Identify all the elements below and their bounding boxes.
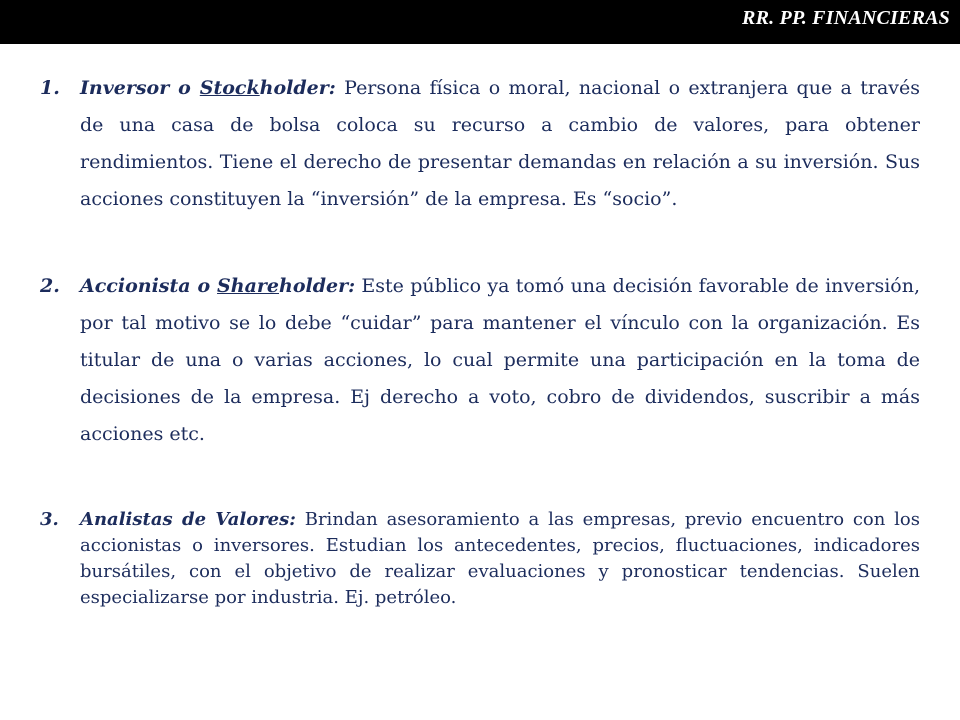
list-item-analistas — [40, 507, 920, 611]
item-paragraph — [80, 268, 920, 453]
item-term: Accionista o Shareholder: — [80, 275, 356, 297]
item-term: Inversor o Stockholder: — [80, 77, 336, 99]
item-paragraph — [80, 507, 920, 611]
list-item-inversor — [40, 70, 920, 218]
list-item-accionista — [40, 268, 920, 453]
item-number: 2. — [40, 275, 60, 297]
item-description: Brindan asesoramiento a las empresas, previo encuentro con los accionistas o inversores. Estudian los antecedentes, precios, fluctuaciones, indicadores bursátiles, con el objetivo de realizar evaluaciones y pronosticar tendencias. Suelen especializarse por industria. Ej. petróleo. — [80, 509, 920, 608]
item-description: Este público ya tomó una decisión favorable de inversión, por tal motivo se lo debe “cuidar” para mantener el vínculo con la organización. Es titular de una o varias acciones, lo cual permite una participación en la toma de decisiones de la empresa. Ej derecho a voto, cobro de dividendos, suscribir a más acciones etc. — [80, 275, 920, 445]
item-paragraph — [80, 70, 920, 218]
item-number: 3. — [40, 509, 59, 530]
item-description: Persona física o moral, nacional o extranjera que a través de una casa de bolsa coloca su recurso a cambio de valores, para obtener rendimientos. Tiene el derecho de presentar demandas en relación a su inversión. Sus acciones constituyen la “inversión” de la empresa. Es “socio”. — [80, 77, 920, 210]
slide-title: RR. PP. FINANCIERAS — [742, 7, 950, 29]
item-term: Analistas de Valores: — [80, 509, 296, 530]
item-number: 1. — [40, 77, 60, 99]
header-bar — [0, 0, 960, 44]
